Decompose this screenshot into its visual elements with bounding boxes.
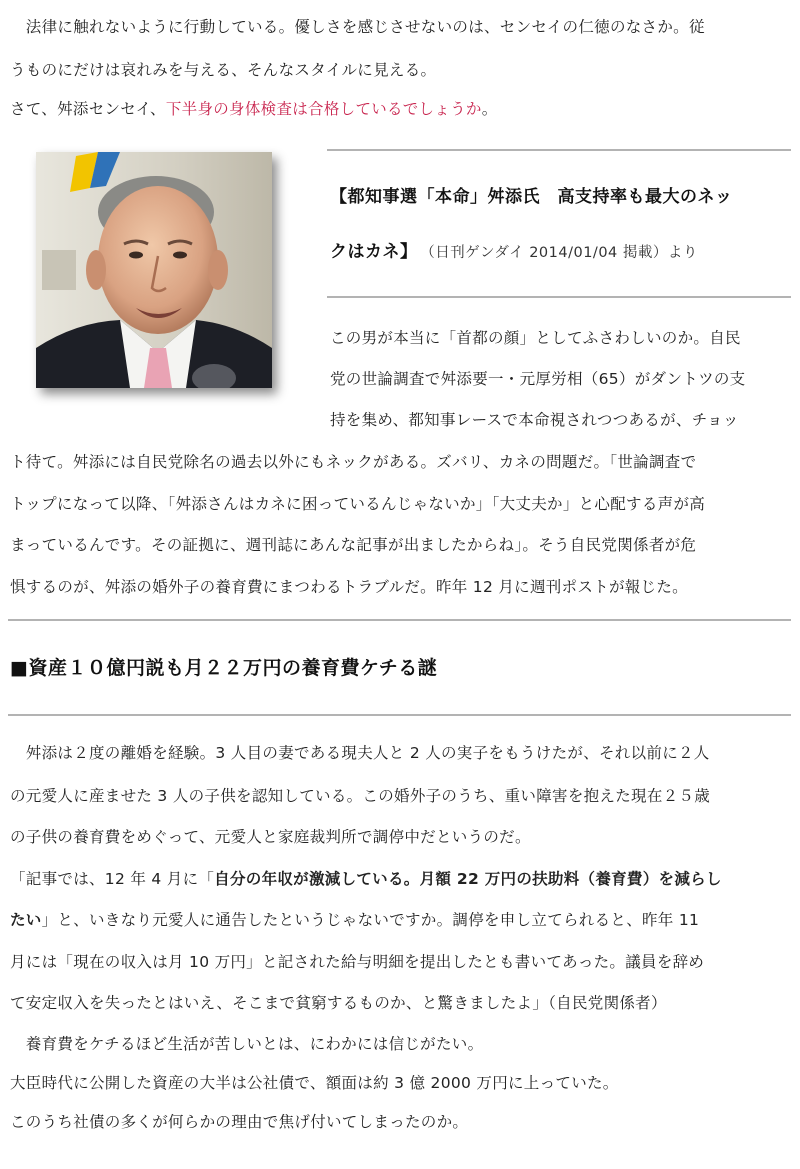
quote-line: 月には「現在の収入は月 10 万円」と記された給与明細を提出したとも書いてあった。議員を辞め: [10, 953, 705, 971]
quote-line-1-prefix: 「記事では、12 年 4 月に「: [10, 870, 215, 888]
quote-line-2: [10, 910, 699, 930]
article-para-line: 持を集め、都知事レースで本命視されつつあるが、チョッ: [330, 411, 739, 429]
section-line: 舛添は２度の離婚を経験。3 人目の妻である現夫人と 2 人の実子をもうけたが、それ以前に２人: [10, 744, 710, 762]
intro-line-2: うものにだけは哀れみを与える、そんなスタイルに見える。: [10, 61, 437, 79]
section-line: の元愛人に産ませた 3 人の子供を認知している。この婚外子のうち、重い障害を抱えた現在２５歳: [10, 787, 711, 805]
quote-line-1: [10, 869, 722, 889]
article-para-line: ト待て。舛添には自民党除名の過去以外にもネックがある。ズバリ、カネの問題だ。「世論調査で: [10, 453, 697, 471]
section-bottom-rule: [8, 714, 791, 716]
intro-line-3: [10, 99, 498, 119]
intro-line-3-prefix: さて、舛添センセイ、: [10, 100, 166, 118]
article-para-line: 惧するのが、舛添の婚外子の養育費にまつわるトラブルだ。昨年 12 月に週刊ポストが報じた。: [10, 578, 688, 596]
article-top-rule: [327, 149, 791, 151]
quote-line-2-bold: たい: [10, 911, 42, 929]
article-source: （日刊ゲンダイ 2014/01/04 掲載）より: [427, 245, 698, 261]
politician-photo: [36, 152, 272, 388]
article-title-line-1: 【都知事選「本命」舛添氏 高支持率も最大のネッ: [330, 187, 733, 207]
section-line: このうち社債の多くが何らかの理由で焦げ付いてしまったのか。: [10, 1113, 469, 1131]
quote-line-1-bold: 自分の年収が激減している。月額 22 万円の扶助料（養育費）を減らし: [214, 870, 722, 888]
section-line: の子供の養育費をめぐって、元愛人と家庭裁判所で調停中だというのだ。: [10, 828, 531, 846]
article-title-text: クはカネ】: [330, 242, 418, 262]
section-line: 大臣時代に公開した資産の大半は公社債で、額面は約 3 億 2000 万円に上っていた。: [10, 1074, 619, 1092]
article-para-line: まっているんです。その証拠に、週刊誌にあんな記事が出ましたからね」。そう自民党関係者が危: [10, 536, 697, 554]
intro-highlight-text: 下半身の身体検査は合格しているでしょうか: [165, 100, 482, 118]
section-heading: ■資産１０億円説も月２２万円の養育費ケチる謎: [10, 657, 438, 679]
section-line: 養育費をケチるほど生活が苦しいとは、にわかには信じがたい。: [10, 1035, 484, 1053]
quote-line: て安定収入を失ったとはいえ、そこまで貧窮するものか、と驚きましたよ」（自民党関係者）: [10, 994, 667, 1012]
section-top-rule: [8, 619, 791, 621]
quote-line-2-suffix: 」と、いきなり元愛人に通告したというじゃないですか。調停を申し立てられると、昨年 11: [41, 911, 700, 929]
article-para-line: この男が本当に「首都の顔」としてふさわしいのか。自民: [330, 329, 741, 347]
article-para-line: トップになって以降、「舛添さんはカネに困っているんじゃないか」「大丈夫か」と心配する声が高: [10, 495, 706, 513]
article-title-line-2: [330, 242, 698, 263]
intro-line-3-suffix: 。: [481, 100, 498, 118]
intro-line-1: 法律に触れないように行動している。優しさを感じさせないのは、センセイの仁徳のなさか。従: [10, 18, 705, 36]
portrait-image: [36, 152, 272, 388]
article-mid-rule: [327, 296, 791, 298]
article-para-line: 党の世論調査で舛添要一・元厚労相（65）がダントツの支: [330, 370, 746, 388]
